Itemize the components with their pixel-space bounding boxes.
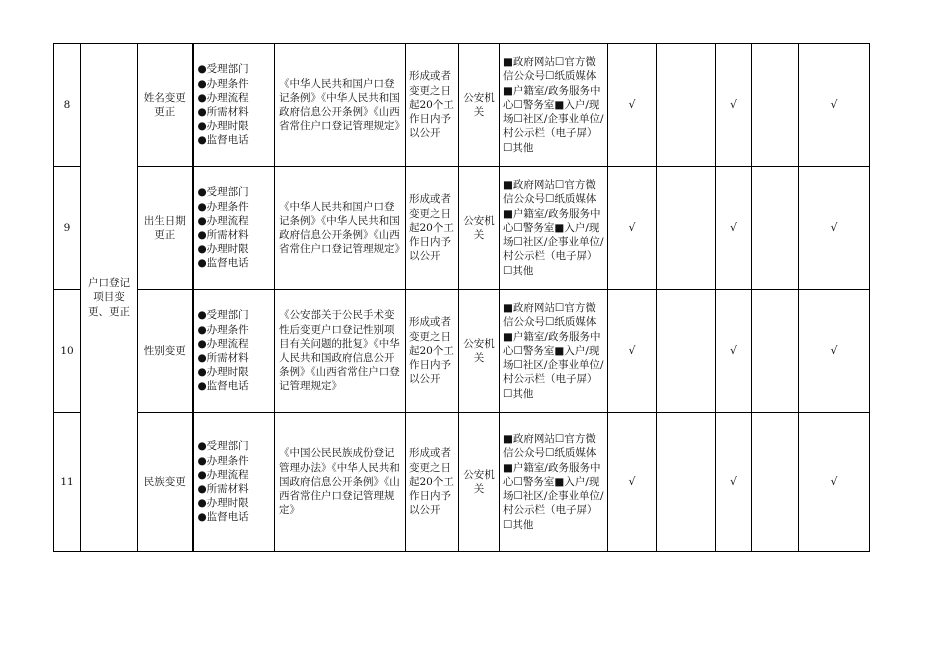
content-item: ● 办理条件 <box>198 454 273 468</box>
empty-cell <box>752 290 799 413</box>
empty-cell <box>657 44 716 167</box>
content-cell <box>193 44 275 167</box>
content-item: ● 办理流程 <box>198 468 273 482</box>
content-item: ● 监督电话 <box>198 133 273 147</box>
empty-cell <box>657 413 716 552</box>
item-name: 出生日期更正 <box>138 167 193 290</box>
basis-cell: 《公安部关于公民手术变性后变更户口登记性别项目有关问题的批复》《中华人民共和国政府信息公开条例》《山西省常住户口登记管理规定》 <box>275 290 406 413</box>
basis-cell: 《中华人民共和国户口登记条例》《中华人民共和国政府信息公开条例》《山西省常住户口登记管理规定》 <box>275 44 406 167</box>
row-number: 8 <box>54 44 81 167</box>
check-mark: √ <box>799 290 870 413</box>
subject-cell: 公安机关 <box>459 167 500 290</box>
subject-cell: 公安机关 <box>459 413 500 552</box>
content-item: ● 办理条件 <box>198 323 273 337</box>
empty-cell <box>657 290 716 413</box>
time-limit-cell: 形成或者变更之日起20个工作日内予以公开 <box>406 413 459 552</box>
content-item: ● 办理流程 <box>198 91 273 105</box>
content-item: ● 所需材料 <box>198 228 273 242</box>
disclosure-table <box>53 43 870 552</box>
table-row <box>54 413 870 552</box>
content-item: ● 办理条件 <box>198 77 273 91</box>
content-item: ● 受理部门 <box>198 439 273 453</box>
content-item: ● 办理流程 <box>198 214 273 228</box>
channels-cell: ■政府网站☐官方微信公众号☐纸质媒体■户籍室/政务服务中心☐警务室■入户/现场☐社区/企事业单位/村公示栏（电子屏）☐其他 <box>500 167 608 290</box>
content-item: ● 办理流程 <box>198 337 273 351</box>
basis-cell: 《中华人民共和国户口登记条例》《中华人民共和国政府信息公开条例》《山西省常住户口登记管理规定》 <box>275 167 406 290</box>
content-item: ● 所需材料 <box>198 351 273 365</box>
check-mark: √ <box>716 167 752 290</box>
category-cell: 户口登记项目变更、更正 <box>81 44 138 552</box>
content-item: ● 办理时限 <box>198 496 273 510</box>
check-mark: √ <box>608 290 657 413</box>
content-item: ● 所需材料 <box>198 105 273 119</box>
time-limit-cell: 形成或者变更之日起20个工作日内予以公开 <box>406 167 459 290</box>
subject-cell: 公安机关 <box>459 290 500 413</box>
content-item: ● 监督电话 <box>198 510 273 524</box>
content-item: ● 受理部门 <box>198 308 273 322</box>
content-item: ● 监督电话 <box>198 256 273 270</box>
content-item: ● 办理条件 <box>198 200 273 214</box>
content-cell <box>193 413 275 552</box>
item-name: 性别变更 <box>138 290 193 413</box>
time-limit-cell: 形成或者变更之日起20个工作日内予以公开 <box>406 44 459 167</box>
content-list <box>198 439 273 524</box>
content-item: ● 受理部门 <box>198 185 273 199</box>
row-number: 11 <box>54 413 81 552</box>
content-item: ● 受理部门 <box>198 62 273 76</box>
check-mark: √ <box>608 413 657 552</box>
empty-cell <box>657 167 716 290</box>
table-row <box>54 44 870 167</box>
item-name: 民族变更 <box>138 413 193 552</box>
check-mark: √ <box>608 167 657 290</box>
content-item: ● 办理时限 <box>198 119 273 133</box>
content-list <box>198 62 273 147</box>
row-number: 9 <box>54 167 81 290</box>
content-item: ● 办理时限 <box>198 365 273 379</box>
check-mark: √ <box>799 167 870 290</box>
check-mark: √ <box>716 290 752 413</box>
basis-cell: 《中国公民民族成份登记管理办法》《中华人民共和国政府信息公开条例》《山西省常住户口登记管理规定》 <box>275 413 406 552</box>
empty-cell <box>752 167 799 290</box>
check-mark: √ <box>716 413 752 552</box>
content-item: ● 办理时限 <box>198 242 273 256</box>
check-mark: √ <box>799 413 870 552</box>
content-item: ● 所需材料 <box>198 482 273 496</box>
content-list <box>198 308 273 393</box>
check-mark: √ <box>716 44 752 167</box>
check-mark: √ <box>799 44 870 167</box>
subject-cell: 公安机关 <box>459 44 500 167</box>
content-list <box>198 185 273 270</box>
item-name: 姓名变更更正 <box>138 44 193 167</box>
time-limit-cell: 形成或者变更之日起20个工作日内予以公开 <box>406 290 459 413</box>
content-item: ● 监督电话 <box>198 379 273 393</box>
check-mark: √ <box>608 44 657 167</box>
table-row <box>54 167 870 290</box>
channels-cell: ■政府网站☐官方微信公众号☐纸质媒体■户籍室/政务服务中心☐警务室■入户/现场☐社区/企事业单位/村公示栏（电子屏）☐其他 <box>500 290 608 413</box>
content-cell <box>193 290 275 413</box>
empty-cell <box>752 413 799 552</box>
empty-cell <box>752 44 799 167</box>
channels-cell: ■政府网站☐官方微信公众号☐纸质媒体■户籍室/政务服务中心☐警务室■入户/现场☐社区/企事业单位/村公示栏（电子屏）☐其他 <box>500 413 608 552</box>
row-number: 10 <box>54 290 81 413</box>
channels-cell: ■政府网站☐官方微信公众号☐纸质媒体■户籍室/政务服务中心☐警务室■入户/现场☐社区/企事业单位/村公示栏（电子屏）☐其他 <box>500 44 608 167</box>
content-cell <box>193 167 275 290</box>
table-row <box>54 290 870 413</box>
